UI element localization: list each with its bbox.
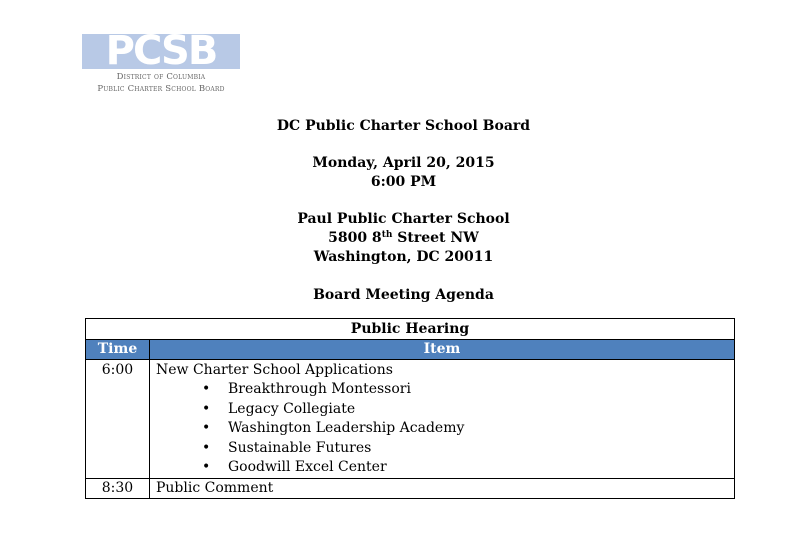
column-header-item: Item: [150, 340, 735, 360]
organization-title: DC Public Charter School Board: [276, 118, 531, 134]
item-title: New Charter School Applications: [156, 362, 393, 378]
table-title: Public Hearing: [86, 319, 735, 340]
table-title-row: [86, 319, 735, 340]
logo-line-1: District of Columbia: [116, 72, 206, 82]
meeting-date: Monday, April 20, 2015: [312, 155, 495, 171]
list-item: [202, 439, 734, 459]
list-item: [202, 400, 734, 420]
list-item-label: Breakthrough Montessori: [228, 381, 411, 397]
bullet-icon: •: [202, 381, 211, 397]
agenda-title: Board Meeting Agenda: [313, 287, 494, 303]
meeting-time: 6:00 PM: [370, 174, 437, 190]
venue-name: Paul Public Charter School: [297, 211, 510, 227]
column-header-time: Time: [86, 340, 150, 360]
bullet-icon: •: [202, 420, 211, 436]
row-time: 8:30: [86, 478, 150, 498]
agenda-table: [85, 318, 735, 499]
bullet-icon: •: [202, 459, 211, 475]
address-number: 5800 8: [328, 230, 382, 246]
list-item: [202, 380, 734, 400]
logo-letters: PCSB: [82, 34, 240, 69]
row-item: [150, 360, 735, 479]
list-item-label: Legacy Collegiate: [228, 400, 356, 417]
table-header-row: [86, 340, 735, 360]
list-item-label: Goodwill Excel Center: [228, 459, 387, 475]
application-list: [156, 380, 734, 478]
row-item: Public Comment: [150, 478, 735, 498]
table-row: [86, 478, 735, 498]
list-item-label: Sustainable Futures: [228, 439, 372, 456]
address-suffix: th: [381, 230, 393, 240]
row-time: 6:00: [86, 360, 150, 479]
bullet-icon: •: [202, 439, 211, 456]
venue-city: Washington, DC 20011: [313, 249, 494, 265]
venue-address: [0, 229, 807, 248]
table-row: [86, 360, 735, 479]
list-item-label: Washington Leadership Academy: [228, 420, 465, 436]
list-item: [202, 458, 734, 478]
logo-line-2: Public Charter School Board: [97, 84, 225, 94]
bullet-icon: •: [202, 400, 211, 417]
list-item: [202, 419, 734, 439]
pcsb-logo: [82, 34, 240, 96]
address-street: Street NW: [392, 230, 479, 246]
